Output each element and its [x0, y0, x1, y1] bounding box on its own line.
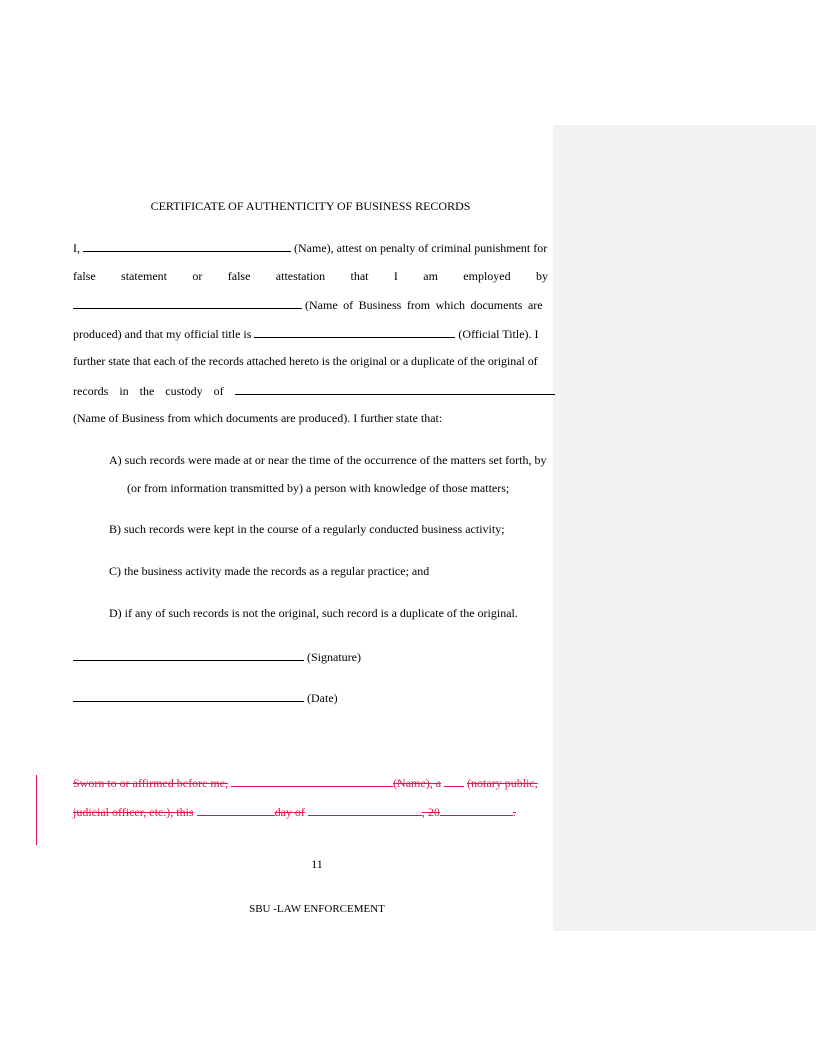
body-line-6: records in the custody of	[73, 383, 548, 399]
date-line: (Date)	[73, 690, 548, 706]
item-d: D) if any of such records is not the original, such record is a duplicate of the original.	[109, 606, 518, 620]
body-line-3: (Name of Business from which documents are	[73, 297, 548, 313]
custodian-blank[interactable]	[235, 383, 555, 395]
official-title-blank[interactable]	[254, 326, 455, 338]
change-bar	[36, 775, 37, 845]
deleted-jurat-line-1: Sworn to or affirmed before me, (Name), a (notary public,	[73, 776, 538, 790]
footer-classification: SBU -LAW ENFORCEMENT	[249, 903, 385, 915]
date-blank[interactable]	[73, 690, 304, 702]
signature-blank[interactable]	[73, 649, 304, 661]
page-number: 11	[311, 857, 323, 871]
body-line-7: (Name of Business from which documents are produced). I further state that:	[73, 411, 443, 425]
item-b: B) such records were kept in the course of a regularly conducted business activity;	[109, 522, 505, 536]
comment-pane	[553, 125, 816, 931]
item-c: C) the business activity made the records as a regular practice; and	[109, 564, 430, 578]
name-blank[interactable]	[83, 240, 291, 252]
body-line-1: I, (Name), attest on penalty of criminal punishment for	[73, 241, 548, 255]
item-a-line-1: A) such records were made at or near the time of the occurrence of the matters set forth, by	[109, 453, 547, 467]
document-title: CERTIFICATE OF AUTHENTICITY OF BUSINESS RECORDS	[150, 199, 471, 213]
deleted-jurat-line-2: judicial officer, etc.), this day of , 20 .	[73, 805, 516, 819]
item-a-line-2: (or from information transmitted by) a person with knowledge of those matters;	[127, 481, 510, 495]
signature-line: (Signature)	[73, 649, 548, 665]
business-name-blank[interactable]	[73, 297, 302, 309]
body-line-4: produced) and that my official title is (Official Title). I	[73, 327, 539, 341]
body-line-2: false statement or false attestation that I am employed by	[73, 269, 548, 283]
body-line-5: further state that each of the records attached hereto is the original or a duplicate of the original of	[73, 354, 538, 368]
